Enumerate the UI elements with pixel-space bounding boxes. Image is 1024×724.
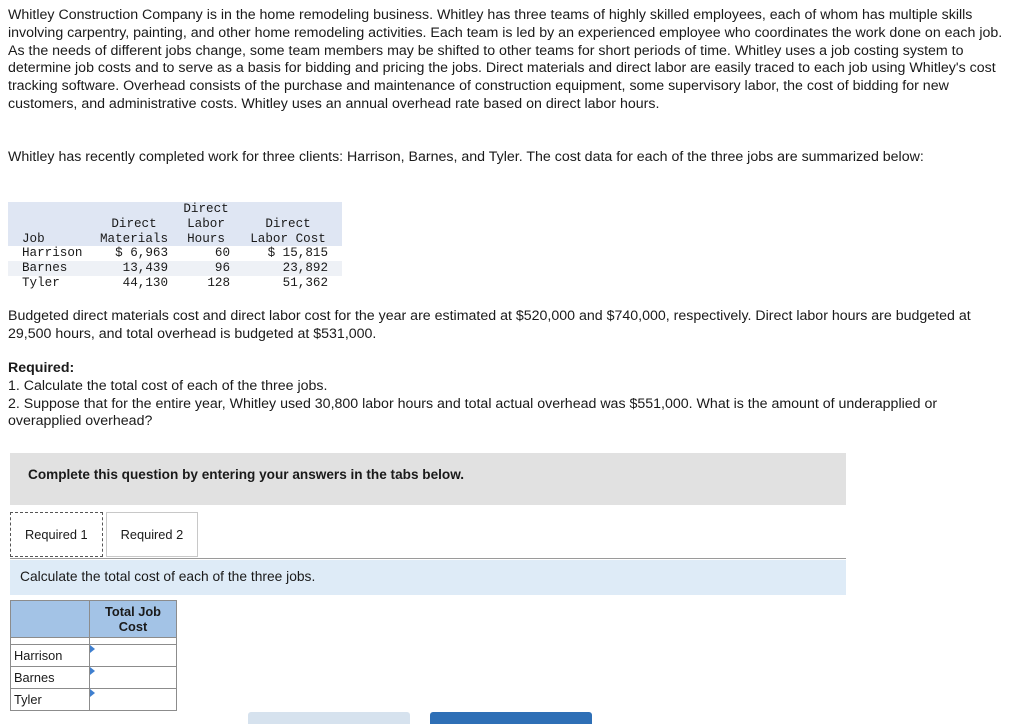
answer-label: Barnes [11, 667, 90, 689]
table-row [8, 276, 342, 291]
required-heading: Required: [8, 360, 75, 376]
budget-paragraph: Budgeted direct materials cost and direct labor cost for the year are estimated at $520,000 and $740,000, respectively. Direct labor hours are budgeted at 29,500 hours, and total overhead is budgeted at $531,000. [8, 308, 971, 342]
input-marker-icon [90, 689, 95, 697]
tab-required-1[interactable]: Required 1 [10, 512, 103, 557]
table-row [8, 261, 342, 276]
required-section [8, 360, 1008, 431]
header-total-job-cost: Total Job Cost [90, 601, 177, 638]
hours-value: 128 [207, 275, 231, 290]
answer-label: Harrison [11, 645, 90, 667]
labor-cost-value: $ 15,815 [267, 246, 329, 261]
answer-row-harrison [11, 645, 177, 667]
materials-value: 44,130 [122, 275, 169, 290]
harrison-total-cost-input[interactable] [90, 646, 174, 665]
job-name: Barnes [22, 261, 68, 276]
labor-cost-value: 51,362 [282, 275, 329, 290]
header-direct-labor-cost: Direct Labor Cost [250, 216, 326, 246]
tyler-total-cost-input[interactable] [90, 690, 174, 709]
answer-table [10, 600, 177, 711]
answer-header-row [11, 601, 177, 638]
hours-value: 60 [214, 246, 231, 261]
tab-required-2[interactable]: Required 2 [106, 512, 199, 557]
header-direct-labor-hours: Direct Labor Hours [183, 202, 229, 246]
barnes-total-cost-input[interactable] [90, 668, 174, 687]
required-item-1: 1. Calculate the total cost of each of the three jobs. [8, 377, 328, 394]
materials-value: 13,439 [122, 261, 169, 276]
tab-prompt: Calculate the total cost of each of the three jobs. [10, 560, 846, 595]
header-job: Job [22, 231, 45, 246]
header-direct-materials: Direct Materials [100, 216, 169, 246]
job-name: Tyler [22, 275, 60, 290]
labor-cost-value: 23,892 [282, 261, 329, 276]
answer-label: Tyler [11, 689, 90, 711]
next-button[interactable] [430, 712, 592, 724]
hours-value: 96 [214, 261, 231, 276]
job-cost-data-table [8, 202, 342, 291]
cost-table-header-row [8, 202, 342, 246]
materials-value: $ 6,963 [115, 246, 169, 261]
required-item-2: 2. Suppose that for the entire year, Whitley used 30,800 labor hours and total actual overhead was $551,000. What is the amount of underapplied or overapplied overhead? [8, 395, 938, 430]
tab-bar [10, 512, 198, 559]
job-name: Harrison [22, 246, 83, 261]
answer-row-barnes [11, 667, 177, 689]
answer-header-blank [11, 601, 90, 638]
intro-paragraph-1: Whitley Construction Company is in the home remodeling business. Whitley has three teams of highly skilled employees, each of whom has multiple skills involving carpentry, painting, and other home remodeling activities. Each team is led by an experienced employee who coordinates the work done on each job. As the needs of different jobs change, some team members may be shifted to other teams for short periods of time. Whitley uses a job costing system to determine job costs and to serve as a basis for bidding and pricing the jobs. Direct materials and direct labor are easily traced to each job using Whitley's cost tracking software. Overhead consists of the purchase and maintenance of construction equipment, some supervisory labor, the cost of bidding for new customers, and administrative costs. Whitley uses an annual overhead rate based on direct labor hours. [8, 7, 1003, 112]
input-marker-icon [90, 667, 95, 675]
table-row [8, 246, 342, 261]
answer-row-tyler [11, 689, 177, 711]
tab-divider [10, 558, 846, 559]
previous-button[interactable] [248, 712, 410, 724]
input-marker-icon [90, 645, 95, 653]
intro-paragraph-2: Whitley has recently completed work for three clients: Harrison, Barnes, and Tyler. The cost data for each of the three jobs are summarized below: [8, 149, 924, 165]
instruction-banner: Complete this question by entering your answers in the tabs below. [10, 453, 846, 505]
